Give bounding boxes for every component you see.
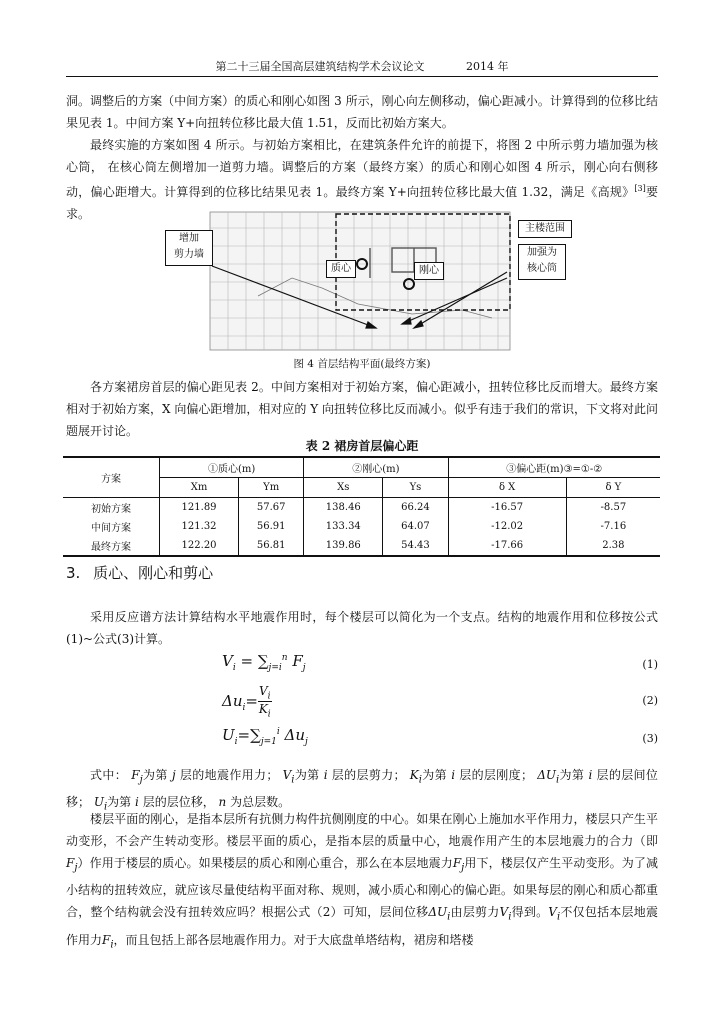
equation-3-number: (3) (642, 732, 658, 745)
cell: -8.57 (566, 498, 660, 518)
paragraph-5-d: 由层剪力 (450, 905, 500, 920)
table-header-row (63, 457, 660, 478)
where-2: 为第 (294, 768, 320, 782)
paragraph-2-end: 要求。 (66, 185, 658, 221)
running-header (0, 58, 724, 74)
sub-ym: Ym (239, 478, 304, 498)
col-group-mass: ①质心(m) (160, 457, 304, 478)
where-intro: 式中： (90, 768, 128, 782)
row-name: 初始方案 (91, 504, 131, 515)
equation-1-number: (1) (642, 658, 658, 671)
cell: -7.16 (566, 517, 660, 536)
where-4: 为第 (559, 768, 585, 782)
where-3: 为第 (421, 768, 447, 782)
label-strengthen-core (518, 244, 566, 280)
citation-ref: [3] (634, 184, 646, 193)
plan-outline (210, 212, 510, 350)
row-name: 最终方案 (63, 536, 160, 556)
paragraph-5-a: 楼层平面的刚心，是指本层所有抗侧力构件抗侧刚度的中心。如果在刚心上施加水平作用力，楼层只产生平动变形，不会产生转动变形。楼层平面的质心，是指本层的质量中心，地震作用产生的本层地震力的合力（即 (66, 812, 658, 848)
cell: 56.81 (239, 536, 304, 556)
table-row (63, 498, 660, 518)
eccentricity-table (63, 456, 660, 557)
label-strengthen-core-line2: 核心筒 (527, 263, 557, 274)
cell: 139.86 (304, 536, 383, 556)
paragraph-5-g: ，而且包括上部各层地震作用力。对于大底盘单塔结构，裙房和塔楼 (113, 932, 474, 947)
paragraph-4: 采用反应谱方法计算结构水平地震作用时，每个楼层可以简化为一个支点。结构的地震作用和位移按公式(1)~公式(3)计算。 (66, 610, 658, 646)
paragraph-5-f: 不仅包括本层地震作用力 (66, 905, 658, 947)
figure-caption: 图 4 首层结构平面(最终方案) (293, 358, 431, 370)
label-strengthen-core-line1: 加强为 (527, 247, 557, 258)
cell: 121.32 (160, 517, 239, 536)
paragraph-5-e: 得到。 (511, 905, 549, 920)
cell: 133.34 (304, 517, 383, 536)
paragraph-1: 洞。调整后的方案（中间方案）的质心和刚心如图 3 所示，刚心向左侧移动，偏心距减小。计算得到的位移比结果见表 1。中间方案 Y+向扭转位移比最大值 1.51，反而比初始方案大。 (66, 94, 658, 130)
where-5: 为第 (107, 795, 132, 810)
equation-2: $\Delta u_i=$ $\frac{V_i}{K_i}$ (222, 684, 271, 720)
col-group-rigidity: ②刚心(m) (304, 457, 448, 478)
cell: 121.89 (160, 498, 239, 518)
where-6: 为总层数。 (230, 795, 291, 810)
col-scheme: 方案 (63, 457, 160, 498)
label-mass-center: 质心 (326, 260, 356, 278)
cell: 66.24 (383, 498, 448, 518)
cell: -17.66 (448, 536, 566, 556)
row-name: 中间方案 (91, 523, 131, 534)
cell: 54.43 (383, 536, 448, 556)
where-4b: 层的层间位移； (66, 768, 658, 810)
cell: -12.02 (448, 517, 566, 536)
sub-xm: Xm (160, 478, 239, 498)
equation-1: $V_i = \sum_{j=i}^n$ $F_j$ (222, 652, 306, 673)
section-title: 质心、刚心和剪心 (93, 564, 214, 582)
paragraph-5-b: ）作用于楼层的质心。如果楼层的质心和刚心重合，那么在本层地震力 (77, 856, 453, 870)
where-2b: 层的层剪力； (331, 768, 406, 782)
sub-xs: Xs (304, 478, 383, 498)
header-title: 第二十三届全国高层建筑结构学术会议论文 (215, 60, 425, 73)
cell: 2.38 (566, 536, 660, 556)
paragraph-where: 式中： $F_j$为第 j 层的地震作用力； $V_i$为第 i 层的层剪力； $K_i$为第 i 层的层刚度； $\Delta U_i$为第 i 层的层间位移； $U_i$为第 i 层的层位移， n 为总层数。 (66, 768, 658, 813)
sub-dy: δ Y (566, 478, 660, 498)
label-add-shear-wall-line2: 剪力墙 (174, 249, 204, 260)
equation-2-number: (2) (642, 694, 658, 707)
where-1: 为第 (142, 768, 168, 782)
cell: 138.46 (304, 498, 383, 518)
label-add-shear-wall-line1: 增加 (179, 233, 199, 244)
header-rule (66, 76, 658, 77)
paragraph-2-text: 最终实施的方案如图 4 所示。与初始方案相比，在建筑条件允许的前提下，将图 2 中所示剪力墙加强为核心筒， 在核心筒左侧增加一道剪力墙。调整后的方案（最终方案）的质心和刚心如图 4 所示，刚心向右侧移动，偏心距增大。计算得到的位移比结果见表 1。最终方案 Y+向扭转位移比最大值 1.32，满足《高规》 (66, 138, 658, 199)
cell: 64.07 (383, 517, 448, 536)
paragraph-5: 楼层平面的刚心，是指本层所有抗侧力构件抗侧刚度的中心。如果在刚心上施加水平作用力，楼层只产生平动变形，不会产生转动变形。楼层平面的质心，是指本层的质量中心，地震作用产生的本层地震力的合力（即$F_j$）作用于楼层的质心。如果楼层的质心和刚心重合，那么在本层地震力$F_j$用下，楼层仅产生平动变形。为了减小结构的扭转效应，就应该尽量使结构平面对称、规则，减小质心和刚心的偏心距。如果每层的刚心和质心都重合，整个结构就会没有扭转效应吗？根据公式（2）可知，层间位移$\Delta U_i$由层剪力$V_i$得到。$V_i$不仅包括本层地震作用力$F_i$，而且包括上部各层地震作用力。对于大底盘单塔结构，裙房和塔楼 (66, 812, 658, 951)
sub-dx: δ X (448, 478, 566, 498)
sub-ys: Ys (383, 478, 448, 498)
where-3b: 层的层刚度； (459, 768, 534, 782)
label-tower-range: 主楼范围 (518, 220, 572, 238)
section-number: 3. (66, 564, 81, 582)
paragraph-5-c: 用下，楼层仅产生平动变形。为了减小结构的扭转效应，就应该尽量使结构平面对称、规则，减小质心和刚心的偏心距。如果每层的刚心和质心都重合，整个结构就会没有扭转效应吗？根据公式（2）可知，层间位移 (66, 856, 658, 920)
col-group-eccentricity: ③偏心距(m)③=①-② (448, 457, 660, 478)
label-rigidity-center: 刚心 (414, 262, 444, 280)
equation-3: $U_i=\sum_{j=1}^i$ $\Delta u_j$ (222, 726, 308, 747)
where-5b: 层的层位移， (142, 795, 215, 810)
label-add-shear-wall (165, 230, 213, 266)
cell: -16.57 (448, 498, 566, 518)
table-row (63, 536, 660, 556)
paragraph-3: 各方案裙房首层的偏心距见表 2。中间方案相对于初始方案，偏心距减小，扭转位移比反而增大。最终方案相对于初始方案，X 向偏心距增加，相对应的 Y 向扭转位移比反而减小。似乎有违于我们的常识，下文将对此问题展开讨论。 (66, 380, 658, 438)
header-year: 2014 年 (466, 60, 509, 73)
table-row (63, 517, 660, 536)
cell: 56.91 (239, 517, 304, 536)
section-heading (66, 562, 213, 583)
table-title: 表 2 裙房首层偏心距 (305, 439, 419, 453)
cell: 57.67 (239, 498, 304, 518)
cell: 122.20 (160, 536, 239, 556)
where-1b: 层的地震作用力； (179, 768, 279, 782)
